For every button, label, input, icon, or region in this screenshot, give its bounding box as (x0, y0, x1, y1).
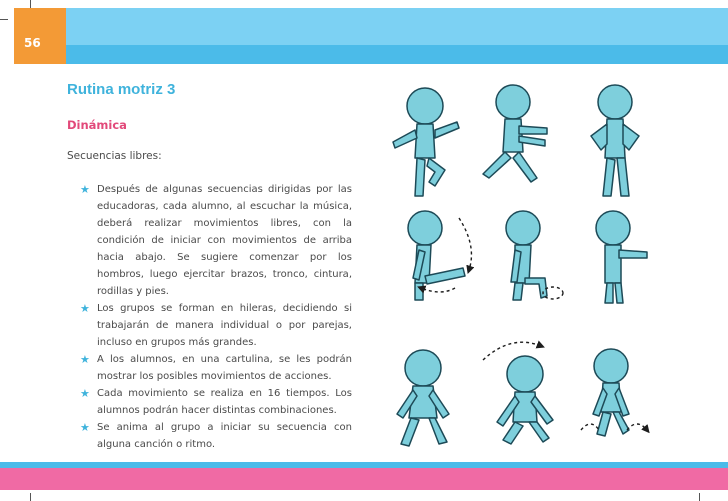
figure-foot-circle (506, 211, 547, 300)
motion-arrow (421, 288, 455, 292)
list-item (80, 385, 352, 419)
star-icon: ★ (80, 353, 90, 366)
star-icon: ★ (80, 302, 90, 315)
intro-text: Secuencias libres: (67, 150, 162, 162)
figure-squat (497, 356, 553, 444)
list-item (80, 419, 352, 453)
figure-arms-forward (596, 211, 647, 303)
list-item-text: Después de algunas secuencias dirigidas por las educadoras, cada alumno, al escuchar la música, deberá realizar movimientos libres, con la condición de iniciar con movimientos de arriba hacia abajo. Se sugiere comenzar por los hombros, luego ejercitar brazos, tronco, cintura, rodillas y pies. (97, 184, 352, 297)
bullet-list (80, 181, 352, 453)
exercise-illustrations (385, 78, 685, 448)
motion-arrow (627, 424, 647, 430)
crop-mark (699, 493, 700, 501)
motion-arrow (581, 424, 599, 430)
star-icon: ★ (80, 387, 90, 400)
crop-mark (0, 19, 8, 20)
section-subtitle: Dinámica (67, 118, 127, 132)
list-item-text: Se anima al grupo a iniciar su secuencia con alguna canción o ritmo. (97, 422, 352, 450)
figure-knee-raise (393, 88, 459, 196)
figure-lunge (483, 85, 547, 182)
footer-band (0, 468, 728, 490)
figure-wide-stance (397, 350, 449, 446)
crop-mark (30, 493, 31, 501)
list-item (80, 181, 352, 300)
list-item (80, 351, 352, 385)
figure-jump (593, 349, 629, 436)
page-number: 56 (24, 36, 41, 50)
list-item-text: Los grupos se forman en hileras, decidiendo si trabajarán de manera individual o por parejas, incluso en grupos más grandes. (97, 303, 352, 348)
top-banner-stripe (66, 45, 728, 64)
motion-arrow (459, 218, 471, 270)
section-title: Rutina motriz 3 (67, 81, 176, 98)
star-icon: ★ (80, 421, 90, 434)
star-icon: ★ (80, 183, 90, 196)
figure-hands-on-hips (591, 85, 639, 196)
list-item-text: Cada movimiento se realiza en 16 tiempos. Los alumnos podrán hacer distintas combinaciones. (97, 388, 352, 416)
list-item-text: A los alumnos, en una cartulina, se les podrán mostrar los posibles movimientos de acciones. (97, 354, 352, 382)
list-item (80, 300, 352, 351)
figure-side-kick (408, 211, 465, 300)
crop-mark (30, 0, 31, 8)
top-banner (66, 8, 728, 45)
